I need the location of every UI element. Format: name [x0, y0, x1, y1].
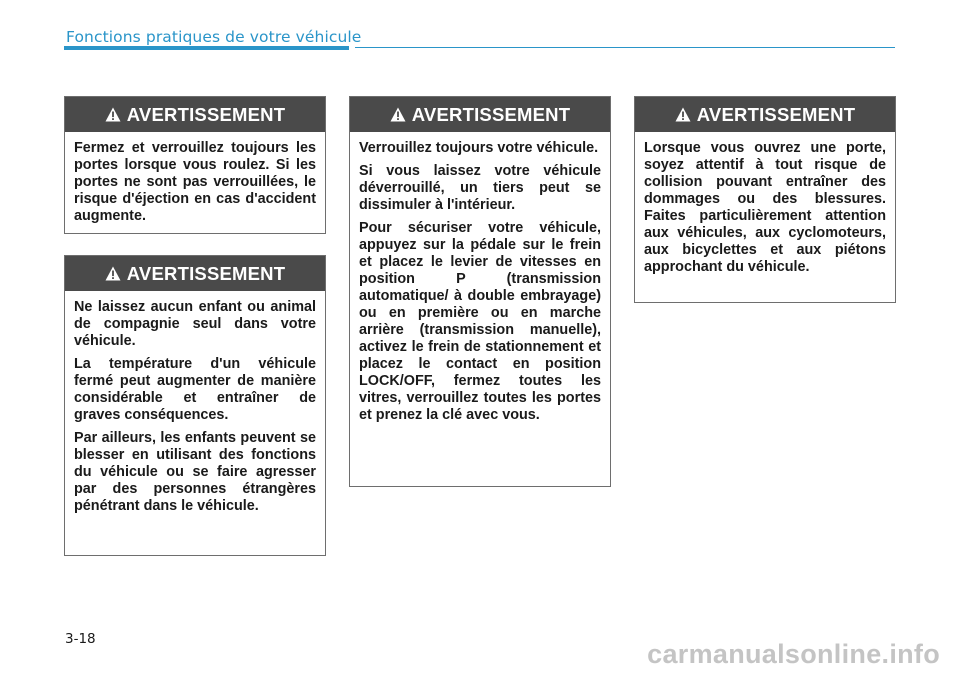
warning-body [65, 291, 325, 524]
header-rule-thick [64, 46, 349, 50]
warning-text: Pour sécuriser votre véhicule, appuyez sur la pédale sur le frein et placez le levier de vitesses en position P (transmission automatique/ à double embrayage) ou en première ou en marche arrière (transmission manuelle), activez le frein de stationnement et placez le contact en position LOCK/OFF, fermez toutes les vitres, verrouillez toutes les portes et prenez la clé avec vous. [359, 220, 601, 423]
warning-title: AVERTISSEMENT [696, 103, 856, 125]
warning-text: La température d'un véhicule fermé peut augmenter de manière considérable et entraîner de graves conséquences. [74, 356, 316, 423]
page-number: 3-18 [65, 631, 96, 647]
warning-header [350, 97, 610, 132]
warning-header [65, 97, 325, 132]
warning-text: Verrouillez toujours votre véhicule. [359, 140, 599, 156]
warning-box-children [64, 255, 326, 556]
warning-triangle-icon [390, 107, 406, 122]
warning-box-opening-door [634, 96, 896, 303]
warning-text: Si vous laissez votre véhicule déverrouillé, un tiers peut se dissimuler à l'intérieur. [359, 163, 601, 213]
warning-header [635, 97, 895, 132]
warning-body [635, 132, 895, 285]
header-rule-thin [355, 47, 895, 48]
watermark: carmanualsonline.info [647, 639, 940, 669]
warning-text: Lorsque vous ouvrez une porte, soyez attentif à tout risque de collision pouvant entraîner des dommages ou des blessures. Faites particulièrement attention aux véhicules, aux cyclomoteurs, aux bicyclettes et aux piétons approchant du véhicule. [644, 140, 886, 275]
warning-text: Fermez et verrouillez toujours les portes lorsque vous roulez. Si les portes ne sont pas verrouillées, le risque d'éjection en cas d'accident augmente. [74, 140, 316, 224]
section-title: Fonctions pratiques de votre véhicule [66, 28, 362, 46]
warning-body [65, 132, 325, 234]
warning-triangle-icon [105, 107, 121, 122]
warning-header [65, 256, 325, 291]
warning-text: Par ailleurs, les enfants peuvent se blesser en utilisant des fonctions du véhicule ou se faire agresser par des personnes étrangères pénétrant dans le véhicule. [74, 430, 316, 514]
warning-triangle-icon [105, 266, 121, 281]
warning-box-lock-vehicle [349, 96, 611, 487]
warning-title: AVERTISSEMENT [126, 262, 286, 284]
warning-box-doors [64, 96, 326, 234]
warning-text: Ne laissez aucun enfant ou animal de compagnie seul dans votre véhicule. [74, 299, 316, 349]
warning-title: AVERTISSEMENT [126, 103, 286, 125]
warning-title: AVERTISSEMENT [411, 103, 571, 125]
warning-body [350, 132, 610, 433]
warning-triangle-icon [675, 107, 691, 122]
